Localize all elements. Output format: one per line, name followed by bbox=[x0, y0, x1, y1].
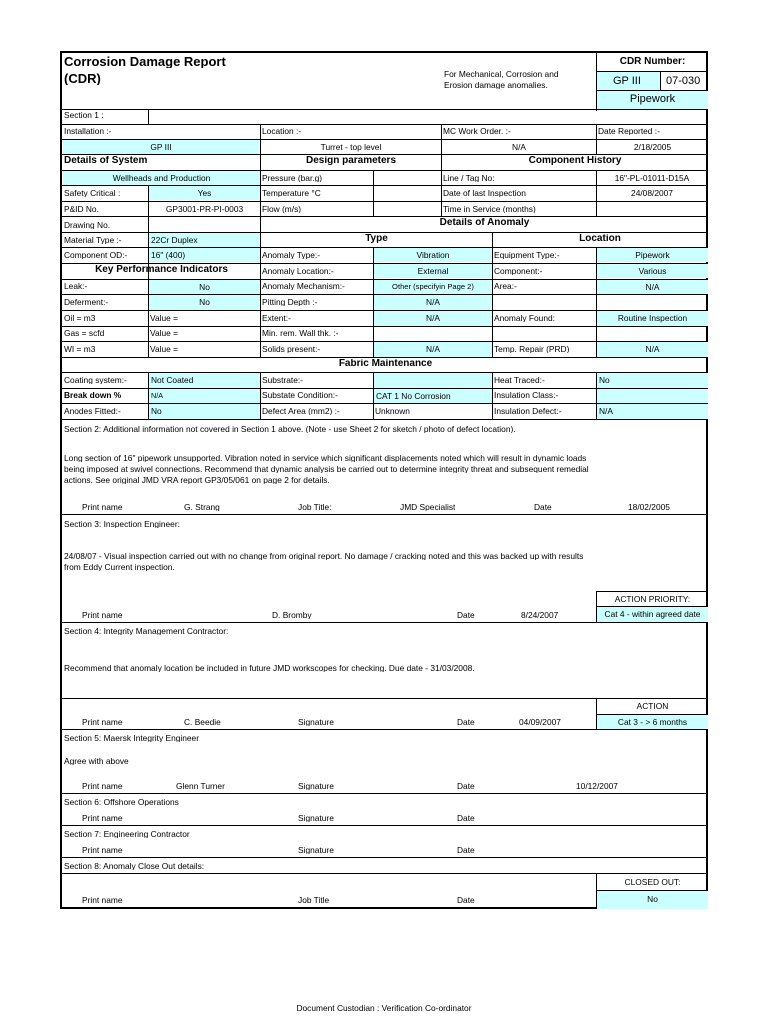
installation-label: Installation :- bbox=[64, 127, 112, 136]
insulation-class-value bbox=[597, 389, 708, 403]
report-title: Corrosion Damage Report bbox=[64, 55, 226, 68]
defect-area-value: Unknown bbox=[375, 407, 410, 416]
section8-label: Section 8: bbox=[64, 862, 102, 871]
material-value: 22Cr Duplex bbox=[149, 233, 260, 247]
pitting-depth-value: N/A bbox=[374, 295, 492, 310]
section2-job-title-label: Job Title: bbox=[298, 503, 332, 512]
temp-repair-value: N/A bbox=[597, 342, 708, 357]
pid-value: GP3001-PR-PI-0003 bbox=[165, 205, 244, 214]
fabric-maintenance-heading: Fabric Maintenance bbox=[338, 359, 433, 369]
area-label: Area:- bbox=[494, 282, 517, 291]
substrate-value bbox=[374, 373, 492, 388]
kpi-heading: Key Performance Indicators bbox=[95, 265, 228, 275]
pid-label: P&ID No. bbox=[64, 205, 99, 214]
section2-description: : Additional information not covered in Section 1 above. (Note - use Sheet 2 for sketch / photo of defect location). bbox=[98, 425, 516, 434]
cdr-number: 07-030 bbox=[666, 75, 701, 87]
anomaly-found-label: Anomaly Found: bbox=[494, 314, 555, 323]
section3-date-label: Date bbox=[457, 611, 475, 620]
anomaly-type-label: Anomaly Type:- bbox=[262, 251, 321, 260]
leak-value: No bbox=[149, 280, 260, 294]
section7-heading bbox=[64, 830, 190, 838]
gas-value-label: Value = bbox=[150, 329, 179, 338]
section5-heading bbox=[64, 734, 199, 742]
section4-print-name-label: Print name bbox=[82, 718, 123, 727]
anodes-label: Anodes Fitted:- bbox=[64, 407, 121, 416]
equipment-type-value: Pipework bbox=[597, 248, 708, 262]
insulation-defect-label: Insulation Defect:- bbox=[494, 407, 562, 416]
section5-label: Section 5: bbox=[64, 734, 102, 743]
time-in-service-label: Time in Service (months) bbox=[443, 205, 536, 214]
coating-label: Coating system:- bbox=[64, 376, 127, 385]
section4-title: Integrity Management Contractor bbox=[103, 627, 227, 636]
cdr-form bbox=[60, 51, 708, 909]
section7-print-name-label: Print name bbox=[82, 846, 123, 855]
pressure-label: Pressure (bar.g) bbox=[262, 174, 323, 183]
section4-title-suffix: : bbox=[226, 627, 229, 636]
breakdown-value: N/A bbox=[149, 389, 260, 403]
location-value: Turret - top level bbox=[320, 142, 382, 152]
closed-out-label: CLOSED OUT: bbox=[624, 878, 681, 887]
section8-date-label: Date bbox=[457, 896, 475, 905]
section3-heading bbox=[64, 520, 180, 528]
safety-critical-value: Yes bbox=[149, 186, 260, 200]
anomaly-location-label: Anomaly Location:- bbox=[262, 267, 334, 276]
section7-date-label: Date bbox=[457, 846, 475, 855]
action-priority-value: Cat 4 - within agreed date bbox=[597, 607, 708, 622]
section1-label: Section 1 : bbox=[64, 111, 104, 120]
section3-date-value: 8/24/2007 bbox=[521, 611, 559, 620]
heat-traced-label: Heat Traced:- bbox=[494, 376, 545, 385]
section4-action-label: ACTION bbox=[636, 702, 669, 711]
section3-print-name-label: Print name bbox=[82, 611, 123, 620]
drawing-label: Drawing No. bbox=[64, 221, 111, 230]
details-of-anomaly-heading: Details of Anomaly bbox=[439, 218, 530, 228]
section4-heading bbox=[64, 627, 228, 635]
cdr-prefix: GP III bbox=[597, 72, 660, 90]
deferment-label: Deferment:- bbox=[64, 298, 109, 307]
pitting-depth-label: Pitting Depth :- bbox=[262, 298, 318, 307]
anomaly-mechanism-label: Anomaly Mechanism:- bbox=[262, 282, 345, 291]
section4-label: Section 4: bbox=[64, 627, 102, 636]
leak-label: Leak:- bbox=[64, 282, 88, 291]
section5-text: Agree with above bbox=[64, 757, 129, 766]
section2-print-name-label: Print name bbox=[82, 503, 123, 512]
design-parameters-heading: Design parameters bbox=[305, 156, 397, 166]
substrate-condition-label: Substate Condition:- bbox=[262, 391, 338, 400]
section2-print-name-value: G. Strang bbox=[184, 503, 220, 512]
section2-text-2: being imposed at swivel connections. Recommend that dynamic analysis be carried out to determine integrity threat and subsequent remedial bbox=[64, 465, 589, 474]
min-wall-label: Min. rem. Wall thk. :- bbox=[262, 329, 339, 338]
section6-label: Section 6: bbox=[64, 798, 102, 807]
section2-date-value: 18/02/2005 bbox=[628, 503, 670, 512]
line-tag-value: 16"-PL-01011-D15A bbox=[614, 174, 690, 183]
section3-title: Inspection Engineer: bbox=[103, 520, 180, 529]
insulation-class-label: Insulation Class:- bbox=[494, 391, 559, 400]
insulation-defect-value: N/A bbox=[597, 404, 708, 419]
wi-label: WI = m3 bbox=[64, 345, 96, 354]
last-inspection-label: Date of last Inspection bbox=[443, 189, 526, 198]
section4-action-value: Cat 3 - > 6 months bbox=[597, 715, 708, 729]
component-history-heading: Component History bbox=[528, 156, 622, 166]
solids-value: N/A bbox=[374, 342, 492, 357]
section5-print-name-label: Print name bbox=[82, 782, 123, 791]
section5-print-name-value: Glenn Turner bbox=[176, 782, 225, 791]
section8-title: Anomaly Close Out details: bbox=[103, 862, 205, 871]
section2-heading bbox=[64, 425, 516, 433]
anomaly-mechanism-value: Other (specifyin Page 2) bbox=[374, 280, 492, 294]
section4-print-name-value: C. Beedie bbox=[184, 718, 221, 727]
section4-text: Recommend that anomaly location be included in future JMD workscopes for checking. Due date - 31/03/2008. bbox=[64, 664, 475, 673]
anomaly-found-value: Routine Inspection bbox=[597, 311, 708, 326]
section2-text-1: Long section of 16" pipework unsupported. Vibration noted in service which significant displacements noted which will result in dynamic loads bbox=[64, 454, 587, 463]
section6-print-name-label: Print name bbox=[82, 814, 123, 823]
component-label: Component:- bbox=[494, 267, 543, 276]
section4-signature-label: Signature bbox=[298, 718, 334, 727]
section2-label: Section 2 bbox=[64, 425, 99, 434]
closed-out-value: No bbox=[597, 891, 708, 909]
flow-label: Flow (m/s) bbox=[262, 205, 302, 214]
mc-work-order-label: MC Work Order. :- bbox=[443, 127, 511, 136]
cdr-number-label: CDR Number: bbox=[619, 57, 686, 67]
heat-traced-value: No bbox=[597, 373, 708, 388]
anodes-value: No bbox=[149, 404, 260, 419]
defect-area-label: Defect Area (mm2) :- bbox=[262, 407, 340, 416]
section7-signature-label: Signature bbox=[298, 846, 334, 855]
section6-title: Offshore Operations bbox=[103, 798, 179, 807]
section2-job-title-value: JMD Specialist bbox=[400, 503, 456, 512]
extent-label: Extent:- bbox=[262, 314, 291, 323]
section7-label: Section 7: bbox=[64, 830, 102, 839]
section5-date-value: 10/12/2007 bbox=[576, 782, 618, 791]
component-od-label: Component OD:- bbox=[64, 251, 128, 260]
section2-date-label: Date bbox=[534, 503, 552, 512]
coating-value: Not Coated bbox=[149, 373, 260, 388]
section3-text-1: 24/08/07 - Visual inspection carried out with no change from original report. No damage / cracking noted and this was backed up with results bbox=[64, 552, 584, 561]
location-heading: Location bbox=[579, 234, 621, 244]
component-od-value: 16" (400) bbox=[149, 248, 260, 262]
substrate-condition-value: CAT 1 No Corrosion bbox=[374, 389, 492, 403]
type-heading: Type bbox=[365, 234, 388, 244]
section8-print-name-label: Print name bbox=[82, 896, 123, 905]
section5-date-label: Date bbox=[457, 782, 475, 791]
section5-signature-label: Signature bbox=[298, 782, 334, 791]
breakdown-label: Break down % bbox=[64, 391, 122, 400]
section6-signature-label: Signature bbox=[298, 814, 334, 823]
cdr-category: Pipework bbox=[597, 91, 708, 109]
substrate-label: Substrate:- bbox=[262, 376, 303, 385]
area-value: N/A bbox=[597, 280, 708, 294]
temperature-label: Temperature °C bbox=[262, 189, 321, 198]
safety-critical-label: Safety Critical : bbox=[64, 189, 121, 198]
section4-date-value: 04/09/2007 bbox=[519, 718, 561, 727]
date-reported-value: 2/18/2005 bbox=[633, 142, 672, 152]
temp-repair-label: Temp. Repair (PRD) bbox=[494, 345, 570, 354]
section3-text-2: from Eddy Current inspection. bbox=[64, 563, 175, 572]
section8-heading bbox=[64, 862, 204, 870]
oil-value-label: Value = bbox=[150, 314, 179, 323]
system-value: Wellheads and Production bbox=[63, 171, 260, 185]
solids-label: Solids present:- bbox=[262, 345, 321, 354]
section7-title: Engineering Contractor bbox=[103, 830, 190, 839]
anomaly-location-value: External bbox=[374, 264, 492, 278]
section6-heading bbox=[64, 798, 179, 806]
anomaly-type-value: Vibration bbox=[374, 248, 492, 262]
document-custodian: Document Custodian : Verification Co-ordinator bbox=[296, 1003, 472, 1013]
report-subtitle-1: For Mechanical, Corrosion and bbox=[444, 70, 559, 79]
report-subtitle-2: Erosion damage anomalies. bbox=[444, 81, 548, 90]
last-inspection-value: 24/08/2007 bbox=[631, 189, 673, 198]
installation-value: GP III bbox=[63, 140, 259, 154]
oil-label: Oil = m3 bbox=[64, 314, 96, 323]
equipment-type-label: Equipment Type:- bbox=[494, 251, 560, 260]
component-value: Various bbox=[597, 264, 708, 278]
wi-value-label: Value = bbox=[150, 345, 179, 354]
deferment-value: No bbox=[149, 295, 260, 310]
section5-title: Maersk Integrity Engineer bbox=[103, 734, 200, 743]
section8-job-title-label: Job Title bbox=[298, 896, 330, 905]
details-of-system-heading: Details of System bbox=[64, 156, 148, 166]
section3-label: Section 3: bbox=[64, 520, 102, 529]
line-tag-label: Line / Tag No: bbox=[443, 174, 495, 183]
mc-work-order-value: N/A bbox=[512, 142, 526, 152]
section3-print-name-value: D. Bromby bbox=[272, 611, 312, 620]
gas-label: Gas = scfd bbox=[64, 329, 105, 338]
section6-date-label: Date bbox=[457, 814, 475, 823]
date-reported-label: Date Reported :- bbox=[598, 127, 660, 136]
material-label: Material Type :- bbox=[64, 236, 122, 245]
report-title-abbr: (CDR) bbox=[64, 72, 101, 85]
section4-date-label: Date bbox=[457, 718, 475, 727]
section2-text-3: actions. See original JMD VRA report GP3/05/061 on page 2 for details. bbox=[64, 476, 330, 485]
action-priority-label: ACTION PRIORITY: bbox=[614, 595, 691, 604]
location-label: Location :- bbox=[262, 127, 302, 136]
extent-value: N/A bbox=[374, 311, 492, 326]
